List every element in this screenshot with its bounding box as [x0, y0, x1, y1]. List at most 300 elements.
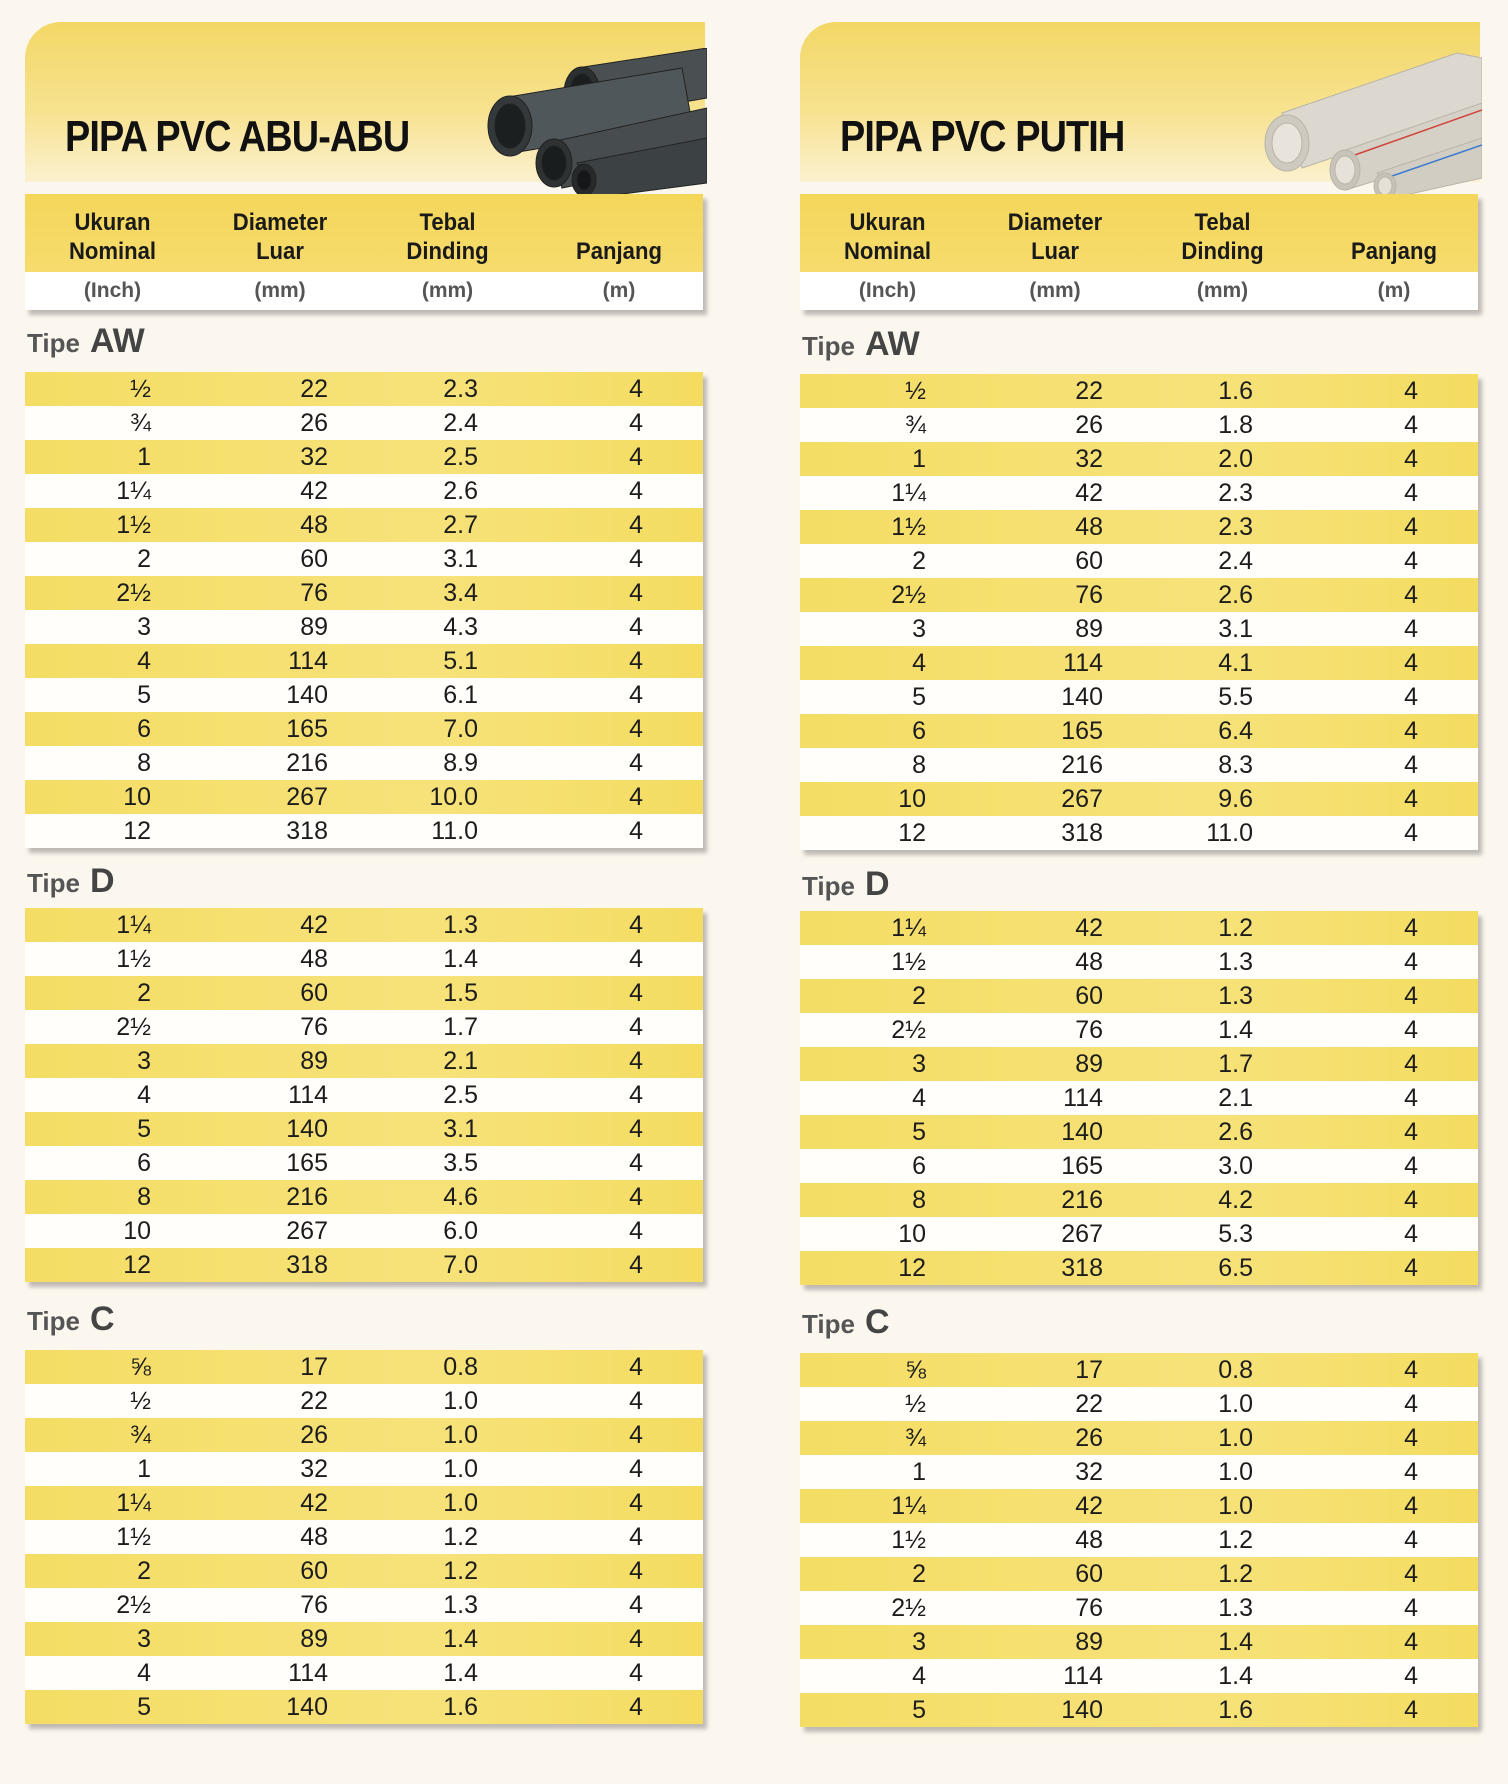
cell-ukuran-nominal: 3	[912, 614, 926, 643]
cell-ukuran-nominal: ½	[130, 1386, 151, 1415]
cell-tebal-dinding: 4.2	[1218, 1185, 1253, 1214]
cell-tebal-dinding: 4.3	[443, 612, 478, 641]
cell-tebal-dinding: 2.5	[443, 1080, 478, 1109]
cell-panjang: 4	[629, 1216, 643, 1245]
cell-panjang: 4	[1404, 1661, 1418, 1690]
cell-ukuran-nominal: 3	[912, 1627, 926, 1656]
table-row	[800, 1625, 1478, 1659]
unit-m: (m)	[602, 279, 636, 302]
section-label-c: Tipe C	[802, 1303, 890, 1341]
table-row	[800, 945, 1478, 979]
unit-mm: (mm)	[1196, 279, 1249, 302]
cell-ukuran-nominal: 1½	[891, 512, 926, 541]
cell-ukuran-nominal: 5	[912, 1695, 926, 1724]
cell-panjang: 4	[629, 1046, 643, 1075]
table-row	[25, 1588, 703, 1622]
table-row	[25, 1486, 703, 1520]
table-row	[800, 1455, 1478, 1489]
table-row	[800, 1353, 1478, 1387]
table-row	[800, 1081, 1478, 1115]
table-row	[800, 1557, 1478, 1591]
cell-panjang: 4	[629, 1488, 643, 1517]
header-tebal-dinding: Tebal Dinding	[406, 209, 489, 265]
cell-ukuran-nominal: 12	[123, 1250, 151, 1279]
cell-panjang: 4	[629, 408, 643, 437]
cell-tebal-dinding: 1.2	[1218, 1525, 1253, 1554]
unit-inch: (Inch)	[83, 279, 142, 302]
cell-ukuran-nominal: 5	[912, 1117, 926, 1146]
cell-diameter-luar: 140	[1061, 682, 1103, 711]
table-row	[25, 508, 703, 542]
cell-diameter-luar: 22	[300, 1386, 328, 1415]
cell-ukuran-nominal: ⅝	[130, 1352, 151, 1381]
cell-panjang: 4	[629, 646, 643, 675]
cell-diameter-luar: 76	[1075, 580, 1103, 609]
cell-tebal-dinding: 1.4	[1218, 1015, 1253, 1044]
cell-panjang: 4	[629, 1692, 643, 1721]
cell-diameter-luar: 22	[1075, 376, 1103, 405]
cell-diameter-luar: 76	[1075, 1015, 1103, 1044]
table-row	[800, 1591, 1478, 1625]
cell-diameter-luar: 42	[300, 1488, 328, 1517]
cell-tebal-dinding: 5.5	[1218, 682, 1253, 711]
cell-diameter-luar: 89	[300, 1046, 328, 1075]
cell-ukuran-nominal: 3	[137, 1046, 151, 1075]
cell-ukuran-nominal: 1¼	[116, 910, 151, 939]
cell-diameter-luar: 140	[286, 680, 328, 709]
cell-panjang: 4	[629, 510, 643, 539]
table-tipe-aw	[800, 374, 1478, 850]
cell-panjang: 4	[1404, 1185, 1418, 1214]
cell-diameter-luar: 216	[1061, 1185, 1103, 1214]
table-row	[25, 1418, 703, 1452]
cell-ukuran-nominal: 10	[898, 784, 926, 813]
cell-diameter-luar: 140	[1061, 1117, 1103, 1146]
panel-pipa-abu-abu	[25, 0, 715, 1784]
cell-panjang: 4	[1404, 1457, 1418, 1486]
cell-panjang: 4	[1404, 1219, 1418, 1248]
cell-panjang: 4	[1404, 1627, 1418, 1656]
cell-tebal-dinding: 1.3	[1218, 947, 1253, 976]
cell-ukuran-nominal: 12	[898, 818, 926, 847]
table-row	[25, 1146, 703, 1180]
table-row	[800, 408, 1478, 442]
cell-diameter-luar: 60	[300, 978, 328, 1007]
table-row	[800, 1251, 1478, 1285]
cell-ukuran-nominal: ½	[130, 374, 151, 403]
cell-ukuran-nominal: 2½	[891, 1015, 926, 1044]
table-row	[800, 1489, 1478, 1523]
cell-ukuran-nominal: 1	[137, 442, 151, 471]
cell-diameter-luar: 114	[288, 1658, 328, 1687]
cell-diameter-luar: 318	[286, 1250, 328, 1279]
cell-ukuran-nominal: 8	[137, 748, 151, 777]
cell-tebal-dinding: 10.0	[429, 782, 478, 811]
cell-tebal-dinding: 8.3	[1218, 750, 1253, 779]
table-tipe-d	[800, 911, 1478, 1285]
cell-diameter-luar: 114	[288, 1080, 328, 1109]
table-row	[25, 1044, 703, 1078]
cell-ukuran-nominal: 3	[912, 1049, 926, 1078]
table-row	[25, 976, 703, 1010]
cell-diameter-luar: 42	[300, 476, 328, 505]
section-label-aw: Tipe AW	[802, 325, 920, 363]
section-label-d: Tipe D	[27, 862, 115, 900]
cell-ukuran-nominal: 1¼	[891, 913, 926, 942]
table-row	[800, 1659, 1478, 1693]
section-label-c: Tipe C	[27, 1300, 115, 1338]
table-row	[800, 510, 1478, 544]
cell-tebal-dinding: 1.0	[443, 1488, 478, 1517]
cell-tebal-dinding: 2.5	[443, 442, 478, 471]
cell-panjang: 4	[1404, 947, 1418, 976]
cell-diameter-luar: 32	[1075, 444, 1103, 473]
cell-ukuran-nominal: 1½	[891, 947, 926, 976]
table-header	[800, 194, 1478, 310]
header-diameter-luar: Diameter Luar	[1007, 209, 1103, 265]
table-row	[25, 678, 703, 712]
cell-diameter-luar: 140	[286, 1114, 328, 1143]
cell-panjang: 4	[1404, 818, 1418, 847]
cell-ukuran-nominal: 1	[912, 444, 926, 473]
header-panjang: Panjang	[1351, 238, 1437, 265]
cell-diameter-luar: 318	[286, 816, 328, 845]
cell-ukuran-nominal: 2½	[116, 1012, 151, 1041]
table-row	[25, 406, 703, 440]
cell-panjang: 4	[629, 1182, 643, 1211]
cell-panjang: 4	[629, 910, 643, 939]
cell-tebal-dinding: 5.3	[1218, 1219, 1253, 1248]
cell-panjang: 4	[1404, 1117, 1418, 1146]
table-row	[25, 576, 703, 610]
cell-panjang: 4	[629, 1250, 643, 1279]
section-label-d: Tipe D	[802, 865, 890, 903]
cell-tebal-dinding: 1.0	[443, 1454, 478, 1483]
cell-ukuran-nominal: ¾	[905, 1423, 926, 1452]
cell-tebal-dinding: 1.4	[1218, 1661, 1253, 1690]
cell-panjang: 4	[629, 680, 643, 709]
cell-tebal-dinding: 4.1	[1218, 648, 1253, 677]
cell-panjang: 4	[629, 1556, 643, 1585]
table-row	[25, 1010, 703, 1044]
cell-tebal-dinding: 1.2	[443, 1556, 478, 1585]
table-row	[25, 1180, 703, 1214]
cell-tebal-dinding: 1.3	[443, 910, 478, 939]
cell-ukuran-nominal: 1½	[116, 510, 151, 539]
cell-diameter-luar: 76	[300, 1012, 328, 1041]
cell-tebal-dinding: 8.9	[443, 748, 478, 777]
cell-tebal-dinding: 1.0	[1218, 1491, 1253, 1520]
cell-panjang: 4	[629, 1148, 643, 1177]
table-row	[25, 1248, 703, 1282]
cell-tebal-dinding: 1.2	[1218, 913, 1253, 942]
cell-ukuran-nominal: 3	[137, 612, 151, 641]
cell-panjang: 4	[1404, 546, 1418, 575]
header-tebal-dinding: Tebal Dinding	[1181, 209, 1264, 265]
cell-diameter-luar: 140	[286, 1692, 328, 1721]
cell-tebal-dinding: 2.6	[443, 476, 478, 505]
cell-tebal-dinding: 2.6	[1218, 580, 1253, 609]
table-row	[800, 1693, 1478, 1727]
cell-tebal-dinding: 1.0	[1218, 1423, 1253, 1452]
page-title: PIPA PVC ABU-ABU	[65, 112, 410, 161]
cell-diameter-luar: 48	[300, 944, 328, 973]
cell-panjang: 4	[629, 1624, 643, 1653]
cell-ukuran-nominal: ½	[905, 376, 926, 405]
cell-ukuran-nominal: 1¼	[891, 478, 926, 507]
cell-panjang: 4	[1404, 410, 1418, 439]
table-row	[800, 1421, 1478, 1455]
cell-tebal-dinding: 5.1	[443, 646, 478, 675]
cell-panjang: 4	[1404, 1015, 1418, 1044]
cell-ukuran-nominal: 2	[137, 1556, 151, 1585]
cell-diameter-luar: 17	[1075, 1355, 1103, 1384]
cell-diameter-luar: 48	[300, 1522, 328, 1551]
cell-ukuran-nominal: 5	[137, 1692, 151, 1721]
table-row	[800, 714, 1478, 748]
cell-tebal-dinding: 11.0	[1206, 818, 1253, 847]
cell-diameter-luar: 60	[1075, 981, 1103, 1010]
cell-ukuran-nominal: 8	[912, 1185, 926, 1214]
cell-ukuran-nominal: 4	[137, 646, 151, 675]
cell-panjang: 4	[1404, 1559, 1418, 1588]
table-row	[25, 908, 703, 942]
table-row	[25, 1112, 703, 1146]
cell-panjang: 4	[1404, 1355, 1418, 1384]
cell-tebal-dinding: 1.0	[443, 1420, 478, 1449]
cell-ukuran-nominal: 12	[898, 1253, 926, 1282]
header-ukuran-nominal: Ukuran Nominal	[68, 209, 157, 265]
cell-tebal-dinding: 1.4	[443, 1624, 478, 1653]
cell-ukuran-nominal: 4	[912, 1083, 926, 1112]
table-row	[800, 911, 1478, 945]
cell-ukuran-nominal: 4	[137, 1658, 151, 1687]
cell-ukuran-nominal: 1½	[116, 1522, 151, 1551]
cell-tebal-dinding: 2.6	[1218, 1117, 1253, 1146]
cell-diameter-luar: 89	[1075, 614, 1103, 643]
cell-diameter-luar: 89	[300, 612, 328, 641]
table-tipe-aw	[25, 372, 703, 848]
cell-tebal-dinding: 3.1	[1218, 614, 1253, 643]
table-tipe-c	[25, 1350, 703, 1724]
table-row	[25, 372, 703, 406]
cell-tebal-dinding: 1.6	[1218, 1695, 1253, 1724]
cell-ukuran-nominal: 1	[137, 1454, 151, 1483]
table-row	[25, 1452, 703, 1486]
cell-diameter-luar: 76	[300, 1590, 328, 1619]
cell-tebal-dinding: 1.3	[1218, 1593, 1253, 1622]
cell-panjang: 4	[1404, 750, 1418, 779]
cell-diameter-luar: 76	[1075, 1593, 1103, 1622]
cell-diameter-luar: 165	[1061, 716, 1103, 745]
cell-ukuran-nominal: ¾	[905, 410, 926, 439]
cell-diameter-luar: 165	[286, 1148, 328, 1177]
cell-tebal-dinding: 2.3	[1218, 478, 1253, 507]
cell-diameter-luar: 42	[1075, 478, 1103, 507]
table-row	[800, 1387, 1478, 1421]
cell-ukuran-nominal: 2	[137, 544, 151, 573]
cell-ukuran-nominal: ¾	[130, 1420, 151, 1449]
cell-ukuran-nominal: 5	[137, 680, 151, 709]
unit-mm: (mm)	[254, 279, 306, 302]
cell-tebal-dinding: 3.1	[443, 1114, 478, 1143]
cell-tebal-dinding: 1.2	[1218, 1559, 1253, 1588]
cell-diameter-luar: 60	[300, 1556, 328, 1585]
cell-diameter-luar: 60	[1075, 1559, 1103, 1588]
table-row	[25, 440, 703, 474]
cell-tebal-dinding: 3.5	[443, 1148, 478, 1177]
cell-panjang: 4	[1404, 1525, 1418, 1554]
unit-inch: (Inch)	[858, 279, 917, 302]
cell-diameter-luar: 26	[1075, 1423, 1103, 1452]
cell-diameter-luar: 32	[300, 442, 328, 471]
cell-tebal-dinding: 2.7	[443, 510, 478, 539]
header-diameter-luar: Diameter Luar	[232, 209, 328, 265]
table-row	[25, 746, 703, 780]
cell-panjang: 4	[629, 374, 643, 403]
grey-pipes-image	[482, 48, 707, 198]
table-row	[25, 1384, 703, 1418]
cell-panjang: 4	[1404, 682, 1418, 711]
table-row	[25, 780, 703, 814]
cell-panjang: 4	[629, 1080, 643, 1109]
table-row	[25, 814, 703, 848]
section-label-aw: Tipe AW	[27, 322, 145, 360]
cell-ukuran-nominal: 2	[912, 546, 926, 575]
table-tipe-d	[25, 908, 703, 1282]
cell-diameter-luar: 318	[1061, 1253, 1103, 1282]
unit-mm: (mm)	[1029, 279, 1081, 302]
cell-ukuran-nominal: 6	[137, 1148, 151, 1177]
cell-ukuran-nominal: 10	[898, 1219, 926, 1248]
table-row	[25, 1214, 703, 1248]
table-row	[25, 1520, 703, 1554]
cell-panjang: 4	[1404, 580, 1418, 609]
table-header	[25, 194, 703, 310]
cell-diameter-luar: 267	[286, 782, 328, 811]
cell-ukuran-nominal: 8	[912, 750, 926, 779]
cell-tebal-dinding: 1.4	[443, 944, 478, 973]
cell-ukuran-nominal: ¾	[130, 408, 151, 437]
cell-diameter-luar: 89	[300, 1624, 328, 1653]
cell-diameter-luar: 48	[1075, 1525, 1103, 1554]
cell-tebal-dinding: 1.8	[1218, 410, 1253, 439]
cell-panjang: 4	[629, 1012, 643, 1041]
cell-panjang: 4	[1404, 444, 1418, 473]
cell-ukuran-nominal: 3	[137, 1624, 151, 1653]
table-row	[800, 979, 1478, 1013]
cell-ukuran-nominal: 2½	[116, 578, 151, 607]
cell-panjang: 4	[1404, 1389, 1418, 1418]
cell-diameter-luar: 267	[1061, 784, 1103, 813]
page-title: PIPA PVC PUTIH	[840, 112, 1125, 161]
table-row	[800, 1047, 1478, 1081]
cell-tebal-dinding: 6.0	[443, 1216, 478, 1245]
table-row	[25, 1690, 703, 1724]
cell-ukuran-nominal: 2	[137, 978, 151, 1007]
cell-panjang: 4	[629, 1352, 643, 1381]
table-row	[800, 1149, 1478, 1183]
cell-panjang: 4	[629, 748, 643, 777]
cell-tebal-dinding: 0.8	[443, 1352, 478, 1381]
cell-tebal-dinding: 1.3	[1218, 981, 1253, 1010]
table-row	[25, 1554, 703, 1588]
cell-panjang: 4	[629, 782, 643, 811]
table-row	[25, 942, 703, 976]
cell-tebal-dinding: 1.6	[443, 1692, 478, 1721]
cell-panjang: 4	[629, 978, 643, 1007]
cell-panjang: 4	[629, 578, 643, 607]
cell-diameter-luar: 60	[300, 544, 328, 573]
cell-tebal-dinding: 11.0	[431, 816, 478, 845]
cell-diameter-luar: 42	[1075, 1491, 1103, 1520]
cell-ukuran-nominal: 6	[912, 1151, 926, 1180]
cell-diameter-luar: 32	[300, 1454, 328, 1483]
cell-panjang: 4	[629, 442, 643, 471]
cell-diameter-luar: 42	[300, 910, 328, 939]
table-row	[800, 1013, 1478, 1047]
cell-diameter-luar: 48	[300, 510, 328, 539]
cell-diameter-luar: 76	[300, 578, 328, 607]
cell-ukuran-nominal: 10	[123, 1216, 151, 1245]
table-row	[800, 476, 1478, 510]
cell-tebal-dinding: 2.1	[1218, 1083, 1253, 1112]
cell-diameter-luar: 48	[1075, 947, 1103, 976]
cell-tebal-dinding: 0.8	[1218, 1355, 1253, 1384]
cell-diameter-luar: 89	[1075, 1627, 1103, 1656]
table-row	[25, 610, 703, 644]
cell-panjang: 4	[629, 1590, 643, 1619]
cell-panjang: 4	[1404, 1049, 1418, 1078]
cell-tebal-dinding: 1.5	[443, 978, 478, 1007]
cell-tebal-dinding: 1.4	[1218, 1627, 1253, 1656]
table-row	[800, 442, 1478, 476]
cell-diameter-luar: 26	[1075, 410, 1103, 439]
cell-ukuran-nominal: 6	[137, 714, 151, 743]
cell-diameter-luar: 48	[1075, 512, 1103, 541]
cell-ukuran-nominal: 6	[912, 716, 926, 745]
table-row	[800, 374, 1478, 408]
table-row	[800, 1217, 1478, 1251]
cell-ukuran-nominal: ⅝	[905, 1355, 926, 1384]
cell-tebal-dinding: 3.1	[443, 544, 478, 573]
cell-tebal-dinding: 2.4	[443, 408, 478, 437]
cell-diameter-luar: 140	[1061, 1695, 1103, 1724]
cell-ukuran-nominal: 1	[912, 1457, 926, 1486]
cell-diameter-luar: 216	[286, 748, 328, 777]
panel-pipa-putih	[800, 0, 1490, 1784]
cell-diameter-luar: 216	[1061, 750, 1103, 779]
table-row	[25, 474, 703, 508]
cell-panjang: 4	[629, 476, 643, 505]
cell-ukuran-nominal: 4	[137, 1080, 151, 1109]
cell-ukuran-nominal: 1¼	[891, 1491, 926, 1520]
cell-panjang: 4	[1404, 478, 1418, 507]
cell-tebal-dinding: 1.7	[1218, 1049, 1253, 1078]
cell-diameter-luar: 165	[286, 714, 328, 743]
table-row	[800, 544, 1478, 578]
cell-diameter-luar: 165	[1061, 1151, 1103, 1180]
cell-panjang: 4	[629, 816, 643, 845]
cell-diameter-luar: 267	[286, 1216, 328, 1245]
cell-diameter-luar: 216	[286, 1182, 328, 1211]
cell-tebal-dinding: 4.6	[443, 1182, 478, 1211]
cell-ukuran-nominal: 2½	[891, 1593, 926, 1622]
cell-ukuran-nominal: 1¼	[116, 476, 151, 505]
cell-diameter-luar: 22	[300, 374, 328, 403]
cell-tebal-dinding: 2.0	[1218, 444, 1253, 473]
cell-panjang: 4	[629, 714, 643, 743]
